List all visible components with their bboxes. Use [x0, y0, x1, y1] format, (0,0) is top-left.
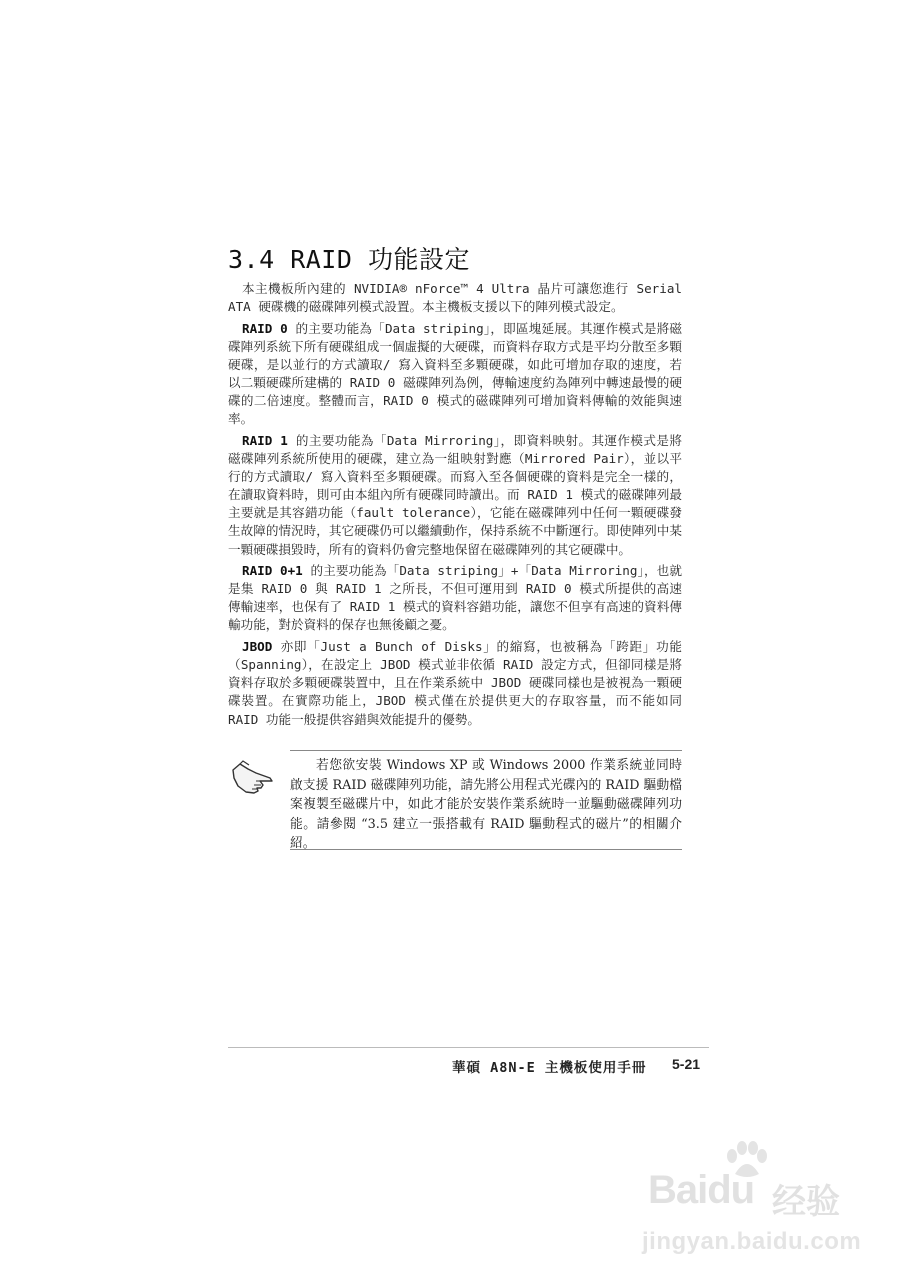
baidu-jingyan-watermark	[640, 1140, 860, 1260]
note-text: 若您欲安裝 Windows XP 或 Windows 2000 作業系統並同時啟支援 RAID 磁碟陣列功能，請先將公用程式光碟內的 RAID 驅動檔案複製至磁碟片中，如此才能於安裝作業系統時一並驅動磁碟陣列功能。請參閱 “3.5 建立一張搭載有 RAID 驅動程式的磁片”的相關介紹。	[290, 758, 682, 851]
intro-paragraph: 本主機板所內建的 NVIDIA® nForce™ 4 Ultra 晶片可讓您進行 Serial ATA 硬碟機的磁碟陣列模式設置。本主機板支援以下的陣列模式設定。	[228, 281, 682, 315]
raid0-paragraph	[228, 320, 682, 429]
watermark-brand: Baidu	[648, 1168, 755, 1212]
note-box	[228, 750, 682, 850]
raid01-term: RAID 0+1	[242, 563, 303, 579]
raid1-description: 的主要功能為「Data Mirroring」，即資料映射。其運作模式是將磁碟陣列系統所使用的硬碟，建立為一組映射對應（Mirrored Pair），並以平行的方式讀取/ 寫入資料至多顆硬碟。而寫入至各個硬碟的資料是完全一樣的，在讀取資料時，則可由本組內所有硬碟同時讀出。而 RAID 1 模式的磁碟陣列最主要就是其容錯功能（fault tolerance），它能在磁碟陣列中任何一顆硬碟發生故障的情況時，其它硬碟仍可以繼續動作，保持系統不中斷運行。即使陣列中某一顆硬碟損毀時，所有的資料仍會完整地保留在磁碟陣列的其它硬碟中。	[228, 432, 682, 557]
body-text	[228, 280, 682, 732]
section-title: 3.4 RAID 功能設定	[228, 245, 470, 274]
raid0-term: RAID 0	[242, 320, 288, 336]
footer-title: 華碩 A8N-E 主機板使用手冊	[452, 1060, 647, 1076]
raid01-description: 的主要功能為「Data striping」+「Data Mirroring」，也就是集 RAID 0 與 RAID 1 之所長，不但可運用到 RAID 0 模式所提供的高速傳輸速率，也保有了 RAID 1 模式的資料容錯功能，讓您不但享有高速的資料傳輸功能，對於資料的保存也無後顧之憂。	[228, 563, 682, 633]
footer-rule	[228, 1047, 709, 1048]
note-bottom-rule	[290, 849, 682, 850]
jbod-description: 亦即「Just a Bunch of Disks」的縮寫，也被稱為「跨距」功能（Spanning），在設定上 JBOD 模式並非依循 RAID 設定方式，但卻同樣是將資料存取於多顆硬碟裝置中，且在作業系統中 JBOD 硬碟同樣也是被視為一顆硬碟裝置。在實際功能上，JBOD 模式僅在於提供更大的存取容量，而不能如同 RAID 功能一般提供容錯與效能提升的優勢。	[228, 639, 682, 727]
watermark-url: jingyan.baidu.com	[642, 1228, 862, 1255]
watermark-cn: 经验	[772, 1182, 840, 1222]
raid1-paragraph	[228, 432, 682, 559]
jbod-term: JBOD	[242, 639, 273, 655]
jbod-paragraph	[228, 638, 682, 728]
page-number: 5-21	[672, 1056, 701, 1072]
raid0-description: 的主要功能為「Data striping」，即區塊延展。其運作模式是將磁碟陣列系統下所有硬碟組成一個虛擬的大硬碟，而資料存取方式是平均分散至多顆硬碟，是以並行的方式讀取/ 寫入資料至多顆硬碟，如此可增加存取的速度，若以二顆硬碟所建構的 RAID 0 磁碟陣列為例，傳輸速度約為陣列中轉速最慢的硬碟的二倍速度。整體而言，RAID 0 模式的磁碟陣列可增加資料傳輸的效能與速率。	[228, 320, 682, 427]
pointing-hand-icon	[230, 756, 276, 796]
raid01-paragraph	[228, 562, 682, 634]
note-top-rule	[290, 750, 682, 751]
raid1-term: RAID 1	[242, 432, 288, 448]
